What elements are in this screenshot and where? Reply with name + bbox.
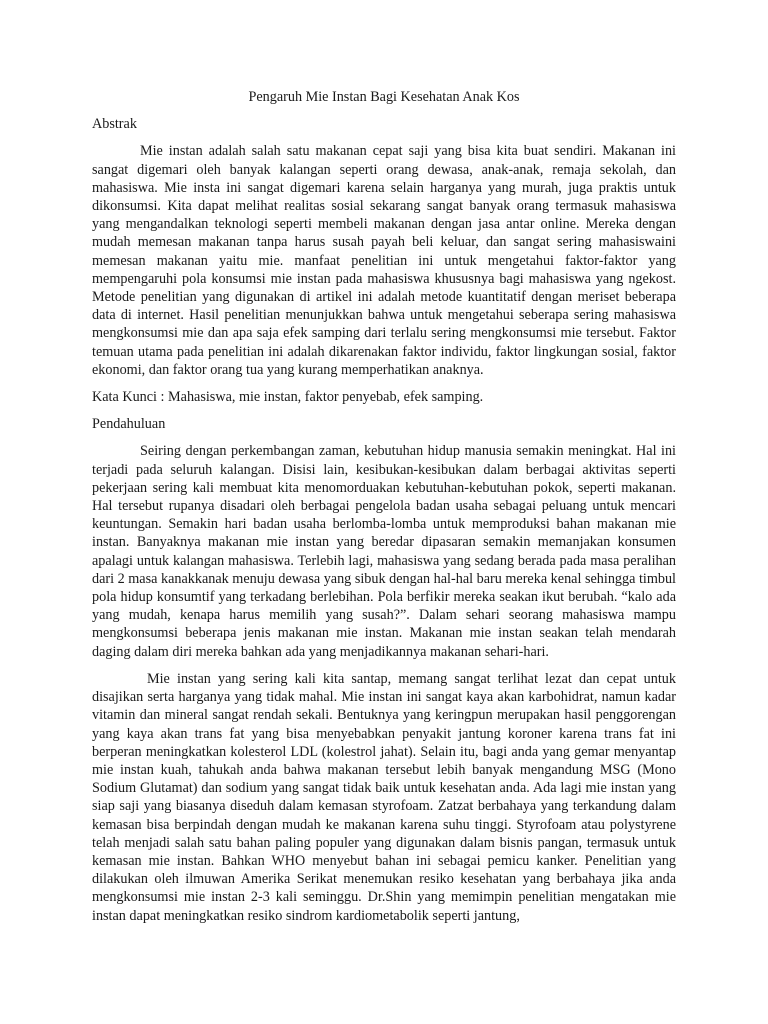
document-title: Pengaruh Mie Instan Bagi Kesehatan Anak Kos	[248, 89, 520, 105]
abstract-paragraph: Mie instan adalah salah satu makanan cepat saji yang bisa kita buat sendiri. Makanan ini sangat digemari oleh banyak kalangan seperti orang dewasa, anak-anak, remaja sekolah, dan mahasiswa. Mie insta ini sangat digemari karena selain harganya yang murah, juga praktis untuk dikonsumsi. Kita dapat melihat realitas sosial sekarang sangat banyak orang termasuk mahasiswa yang mengandalkan teknologi seperti membeli makanan dengan jasa antar online. Mereka dengan mudah memesan makanan tanpa harus susah payah beli keluar, dan sangat sering mahasiswaini memesan makanan yaitu mie. manfaat penelitian ini untuk mengetahui faktor-faktor yang mempengaruhi pola konsumsi mie instan pada mahasiswa khususnya bagi mahasiswa yang ngekost. Metode penelitian yang digunakan di artikel ini adalah metode kuantitatif dengan meriset beberapa data di internet. Hasil penelitian menunjukkan bahwa untuk mengetahui seberapa sering mahasiswa mengkonsumsi mie dan apa saja efek samping dari terlalu sering mengkonsumsi mie tersebut. Faktor temuan utama pada penelitian ini adalah dikarenakan faktor individu, faktor lingkungan sosial, faktor ekonomi, dan faktor orang tua yang kurang memperhatikan anaknya.	[92, 143, 676, 378]
intro-paragraph-1: Seiring dengan perkembangan zaman, kebutuhan hidup manusia semakin meningkat. Hal ini terjadi pada seluruh kalangan. Disisi lain, kesibukan-kesibukan dalam berbagai aktivitas seperti pekerjaan sering kali membuat kita menomorduakan kebutuhan-kebutuhan pokok, seperti makanan. Hal tersebut rupanya disadari oleh berbagai pengelola badan usaha sebagai peluang untuk mencari keuntungan. Semakin hari badan usaha berlomba-lomba untuk memproduksi bahan makanan mie instan. Banyaknya makanan mie instan yang beredar dipasaran semakin memanjakan konsumen apalagi untuk kalangan mahasiswa. Terlebih lagi, mahasiswa yang sedang berada pada masa peralihan dari 2 masa kanakkanak menuju dewasa yang sibuk dengan hal-hal baru mereka kenal sehingga timbul pola hidup konsumtif yang terkadang berlebihan. Pola berfikir mereka seakan ikut berubah. “kalo ada yang mudah, kenapa harus memilih yang susah?”. Dalam sehari seorang mahasiswa mampu mengkonsumsi beberapa jenis makanan mie instan. Makanan mie instan seakan telah mendarah daging dalam diri mereka bahkan ada yang menjadikannya makanan sehari-hari.	[92, 443, 676, 660]
abstract-heading: Abstrak	[92, 116, 137, 133]
keywords-line: Kata Kunci : Mahasiswa, mie instan, faktor penyebab, efek samping.	[92, 389, 484, 406]
intro-heading: Pendahuluan	[92, 416, 166, 433]
intro-paragraph-2: Mie instan yang sering kali kita santap, memang sangat terlihat lezat dan cepat untuk disajikan serta harganya yang tidak mahal. Mie instan ini sangat kaya akan karbohidrat, namun kadar vitamin dan mineral sangat rendah sekali. Bentuknya yang keringpun merupakan hasil penggorengan yang kaya akan trans fat yang bisa menyebabkan penyakit jantung koroner karena trans fat ini berperan meningkatkan kolesterol LDL (kolestrol jahat). Selain itu, bagi anda yang gemar menyantap mie instan kuah, tahukah anda bahwa makanan tersebut lebih banyak mengandung MSG (Mono Sodium Glutamat) dan sodium yang sangat tidak baik untuk kesehatan anda. Ada lagi mie instan yang siap saji yang biasanya diseduh dalam kemasan styrofoam. Zatzat berbahaya yang terkandung dalam kemasan bisa berpindah dengan mudah ke makanan karena suhu tinggi. Styrofoam atau polystyrene telah menjadi salah satu bahan paling populer yang digunakan dalam bisnis pangan, termasuk untuk kemasan mie instan. Bahkan WHO menyebut bahan ini sebagai pemicu kanker. Penelitian yang dilakukan oleh ilmuwan Amerika Serikat menemukan resiko kesehatan yang berbahaya jika anda mengkonsumsi mie instan 2-3 kali seminggu. Dr.Shin yang memimpin penelitian mengatakan mie instan dapat meningkatkan resiko sindrom kardiometabolik seperti jantung,	[92, 670, 676, 924]
